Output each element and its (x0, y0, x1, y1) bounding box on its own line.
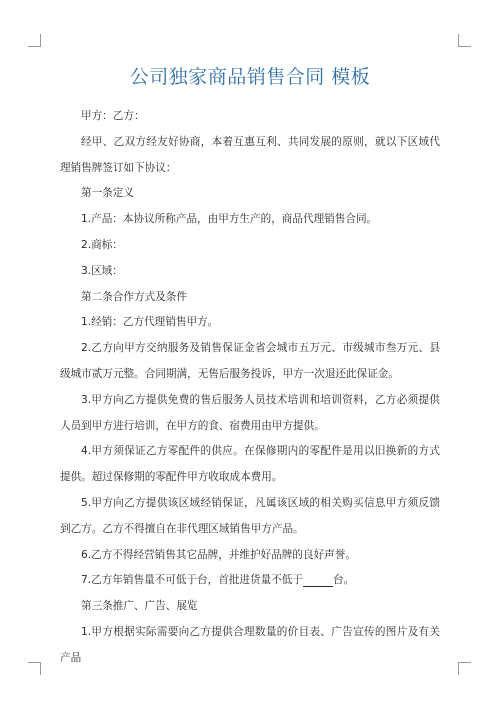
crop-mark-bottom-left (28, 662, 41, 675)
preamble-paragraph: 经甲、乙双方经友好协商，本着互惠互利、共同发展的原则，就以下区域代理销售牌签订如下协议： (60, 135, 440, 174)
document-title: 公司独家商品销售合同 模板 (129, 66, 371, 88)
article-2-item-7-text: 7.乙方年销售量不可低于台，首批进货量不低于 (81, 574, 303, 587)
article-1-item-3: 3.区域： (81, 264, 123, 277)
article-2-item-6: 6.乙方不得经营销售其它品牌，并维护好品牌的良好声誉。 (81, 548, 356, 561)
article-3-item-1: 1.甲方根据实际需要向乙方提供合理数量的价目表、广告宣传的图片及有关产品 (60, 625, 440, 664)
article-1-item-2: 2.商标： (81, 238, 123, 251)
fill-in-blank (303, 574, 333, 587)
article-1-heading: 第一条定义 (81, 187, 134, 200)
crop-mark-bottom-right (458, 662, 471, 675)
article-2-item-1: 1.经销：乙方代理销售甲方。 (81, 316, 219, 329)
article-2-item-2: 2.乙方向甲方交纳服务及销售保证金省会城市五万元、市级城市叁万元、县级城市贰万元整。合同期满，无售后服务投诉，甲方一次退还此保证金。 (60, 342, 440, 380)
article-2-item-7 (60, 568, 440, 594)
article-2-item-3: 3.甲方向乙方提供免费的售后服务人员技术培训和培训资料，乙方必须提供人员到甲方进行培训，在甲方的食、宿费用由甲方提供。 (60, 393, 440, 432)
article-2-heading: 第二条合作方式及条件 (81, 290, 187, 303)
crop-mark-top-left (28, 34, 41, 47)
article-3-heading: 第三条推广、广告、展览 (81, 600, 198, 613)
article-2-item-7-suffix: 台。 (332, 574, 355, 587)
party-line: 甲方：乙方： (81, 110, 145, 122)
document-body (60, 104, 440, 672)
article-2-item-4: 4.甲方须保证乙方零配件的供应。在保修期内的零配件是用以旧换新的方式提供。超过保修期的零配件甲方收取成本费用。 (60, 445, 440, 484)
crop-mark-top-right (458, 34, 471, 47)
article-2-item-5: 5.甲方向乙方提供该区域经销保证，凡属该区域的相关购买信息甲方须反馈到乙方。乙方不得擅自在非代理区域销售甲方产品。 (60, 496, 440, 535)
article-1-item-1: 1.产品：本协议所称产品，由甲方生产的，商品代理销售合同。 (81, 213, 378, 226)
